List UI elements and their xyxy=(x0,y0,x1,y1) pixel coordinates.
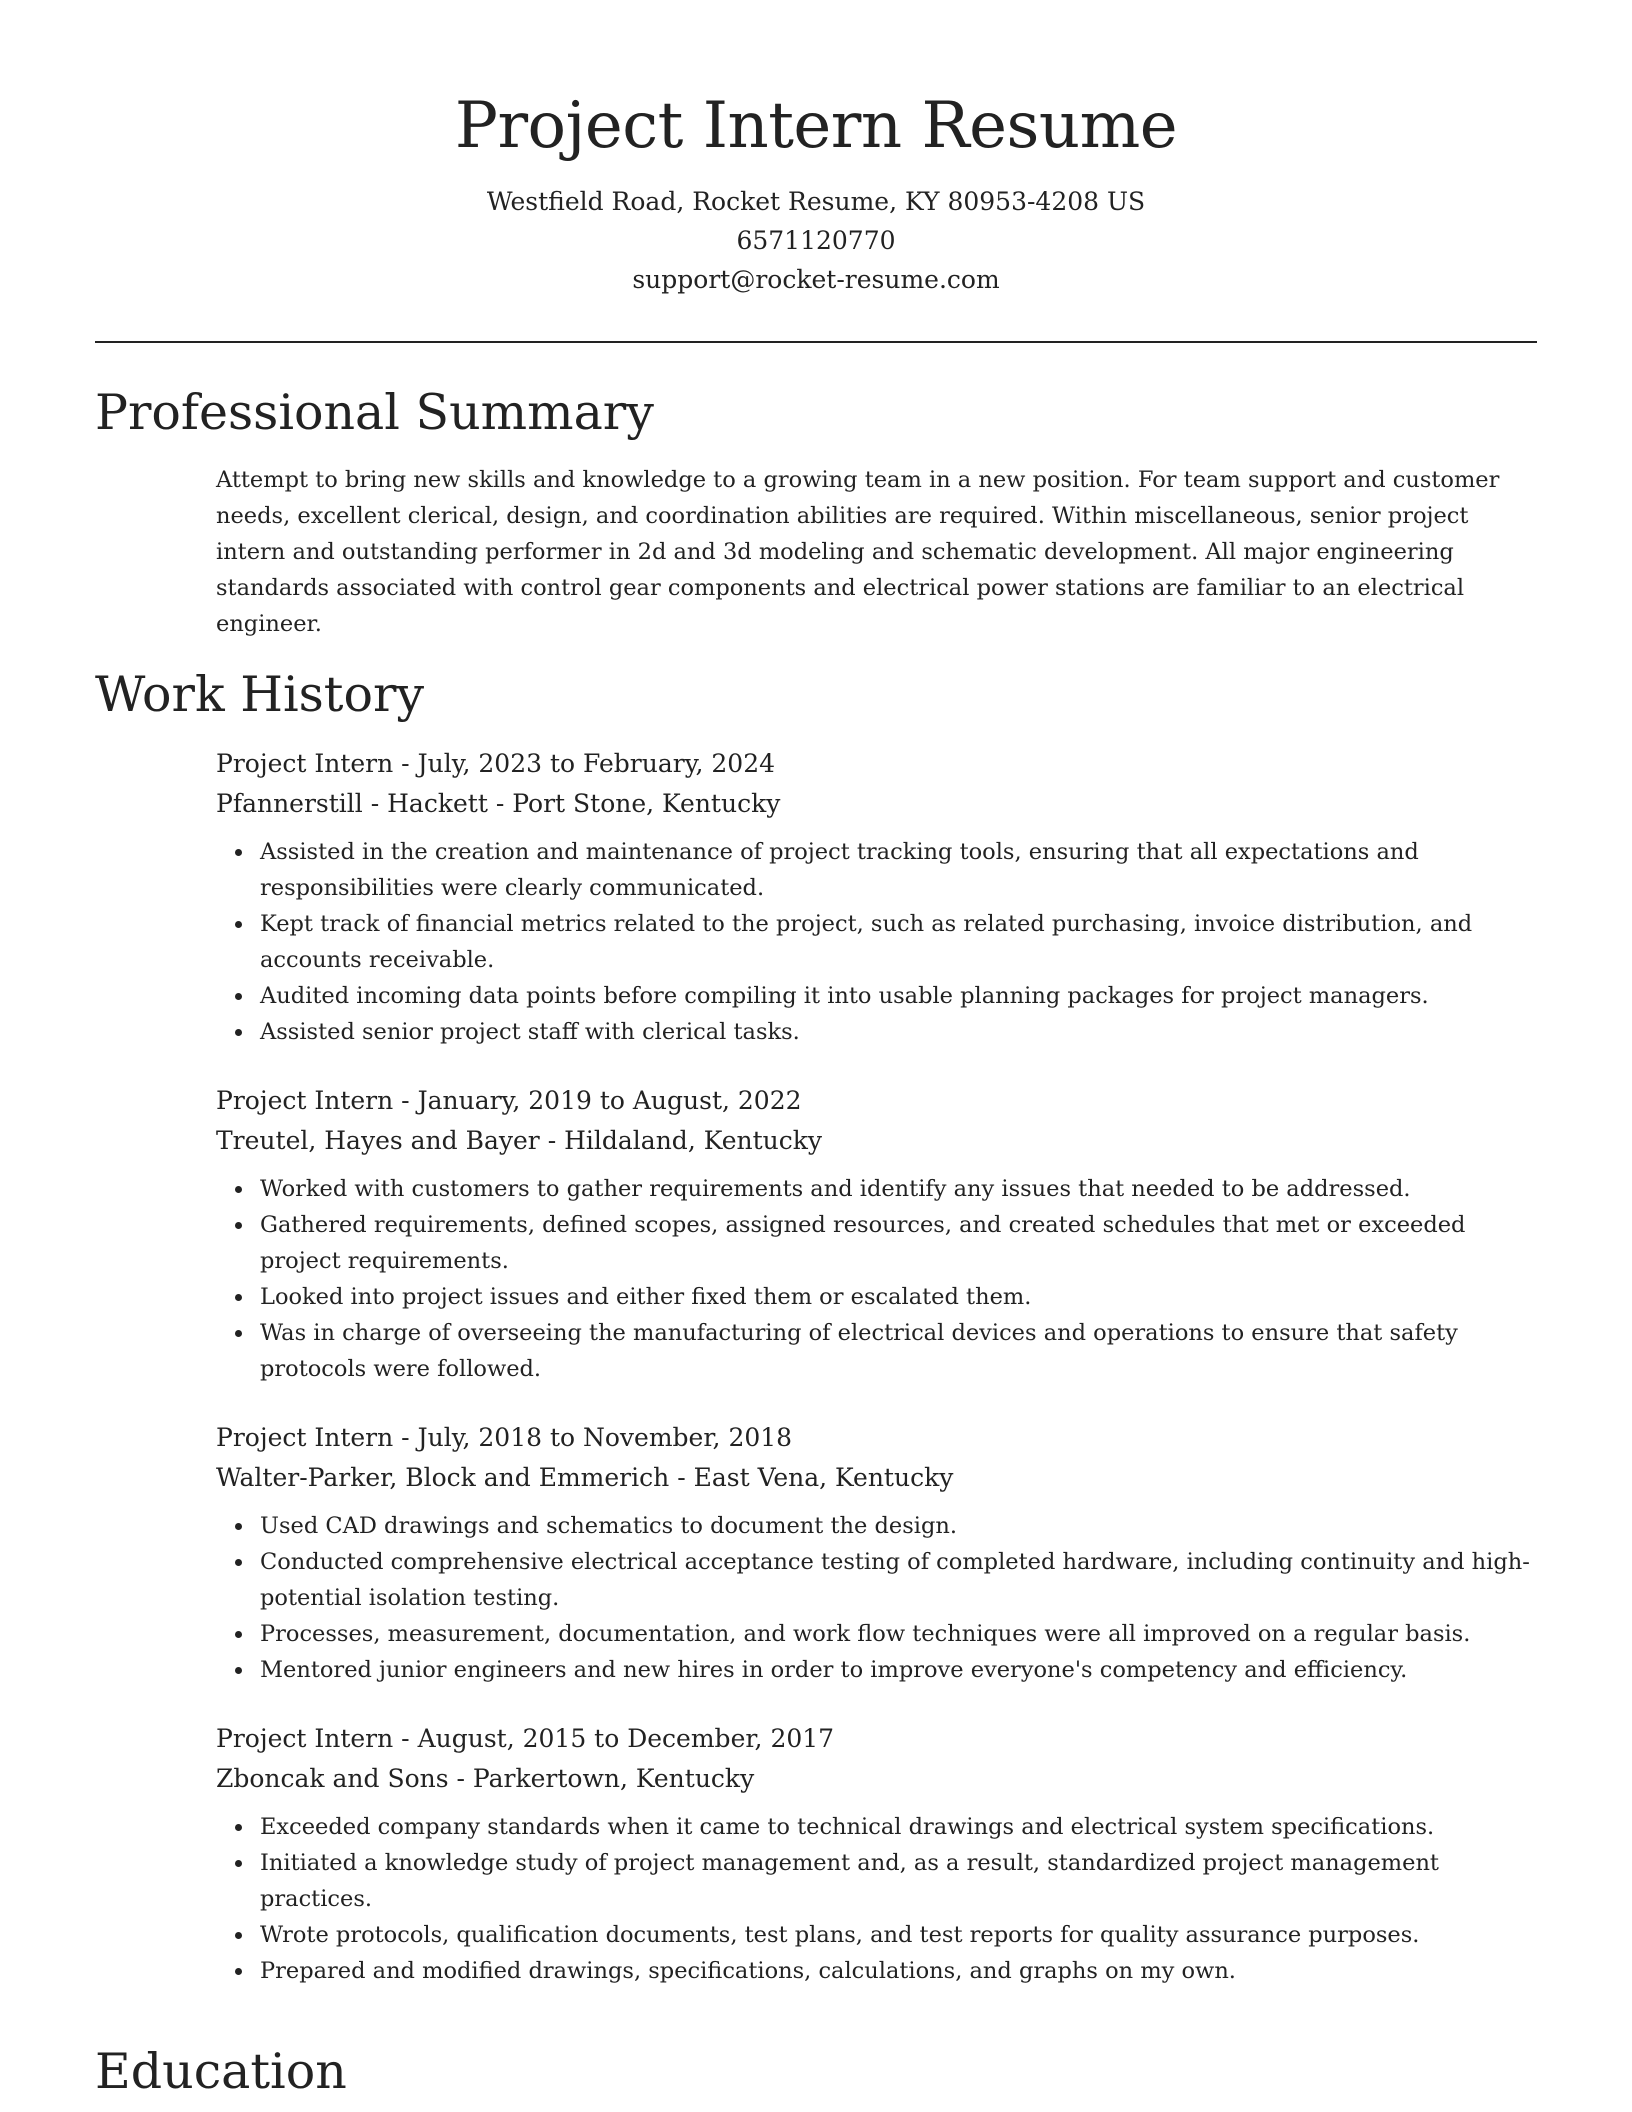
job-company: Walter-Parker, Block and Emmerich xyxy=(216,1463,670,1492)
job-entry xyxy=(216,744,1536,1050)
job-bullet: Used CAD drawings and schematics to document the design. xyxy=(260,1508,1536,1544)
job-bullet: Assisted senior project staff with clerical tasks. xyxy=(260,1014,1536,1050)
job-bullet: Audited incoming data points before compiling it into usable planning packages for project managers. xyxy=(260,978,1536,1014)
job-bullet: Wrote protocols, qualification documents, test plans, and test reports for quality assurance purposes. xyxy=(260,1917,1536,1953)
resume-title: Project Intern Resume xyxy=(454,89,1178,163)
job-entry xyxy=(216,1418,1536,1688)
job-title: Project Intern - July, 2018 to November, 2018 xyxy=(216,1423,793,1452)
job-bullet: Kept track of financial metrics related to the project, such as related purchasing, invoice distribution, and accounts receivable. xyxy=(260,906,1536,978)
resume-header xyxy=(0,0,1632,299)
summary-text: Attempt to bring new skills and knowledge to a growing team in a new position. For team support and customer needs, excellent clerical, design, and coordination abilities are required. Within miscellaneous, senior project intern and outstanding performer in 2d and 3d modeling and schematic development. All major engineering standards associated with control gear components and electrical power stations are familiar to an electrical engineer. xyxy=(216,467,1500,637)
job-company-line xyxy=(216,784,1536,824)
job-bullet: Prepared and modified drawings, specifications, calculations, and graphs on my own. xyxy=(260,1953,1536,1989)
contact-block xyxy=(0,182,1632,299)
education-heading: Education xyxy=(95,2043,347,2100)
job-company-line xyxy=(216,1759,1536,1799)
job-bullet: Gathered requirements, defined scopes, assigned resources, and created schedules that met or exceeded project requirements. xyxy=(260,1207,1536,1279)
job-bullet: Was in charge of overseeing the manufacturing of electrical devices and operations to ensure that safety protocols were followed. xyxy=(260,1315,1536,1387)
job-company-line xyxy=(216,1121,1536,1161)
contact-phone: 6571120770 xyxy=(736,226,896,255)
job-bullets xyxy=(216,834,1536,1050)
job-location: - East Vena, Kentucky xyxy=(669,1463,954,1492)
job-bullet: Mentored junior engineers and new hires in order to improve everyone's competency and efficiency. xyxy=(260,1652,1536,1688)
work-history-list xyxy=(216,744,1536,2020)
summary-heading: Professional Summary xyxy=(95,384,654,441)
contact-email: support@rocket-resume.com xyxy=(632,265,1000,294)
job-bullet: Processes, measurement, documentation, and work flow techniques were all improved on a regular basis. xyxy=(260,1616,1536,1652)
job-bullet: Worked with customers to gather requirements and identify any issues that needed to be addressed. xyxy=(260,1171,1536,1207)
work-history-heading: Work History xyxy=(95,666,425,723)
job-bullets xyxy=(216,1809,1536,1989)
job-bullet: Initiated a knowledge study of project management and, as a result, standardized project management practices. xyxy=(260,1845,1536,1917)
job-entry xyxy=(216,1081,1536,1387)
job-bullet: Assisted in the creation and maintenance of project tracking tools, ensuring that all expectations and responsibilities were clearly communicated. xyxy=(260,834,1536,906)
job-bullets xyxy=(216,1171,1536,1387)
job-bullets xyxy=(216,1508,1536,1688)
job-company: Zboncak and Sons xyxy=(216,1764,449,1793)
job-entry xyxy=(216,1719,1536,1989)
contact-address: Westfield Road, Rocket Resume, KY 80953-4208 US xyxy=(486,187,1146,216)
job-company: Pfannerstill - Hackett xyxy=(216,789,488,818)
job-location: - Hildaland, Kentucky xyxy=(539,1126,823,1155)
job-location: - Port Stone, Kentucky xyxy=(487,789,781,818)
header-divider xyxy=(95,341,1537,343)
job-title: Project Intern - August, 2015 to December, 2017 xyxy=(216,1724,835,1753)
job-company-line xyxy=(216,1458,1536,1498)
job-title: Project Intern - July, 2023 to February, 2024 xyxy=(216,749,776,778)
job-bullet: Exceeded company standards when it came to technical drawings and electrical system specifications. xyxy=(260,1809,1536,1845)
job-location: - Parkertown, Kentucky xyxy=(448,1764,755,1793)
job-title: Project Intern - January, 2019 to August, 2022 xyxy=(216,1086,802,1115)
job-bullet: Looked into project issues and either fixed them or escalated them. xyxy=(260,1279,1536,1315)
job-company: Treutel, Hayes and Bayer xyxy=(216,1126,540,1155)
job-bullet: Conducted comprehensive electrical acceptance testing of completed hardware, including continuity and high-potential isolation testing. xyxy=(260,1544,1536,1616)
